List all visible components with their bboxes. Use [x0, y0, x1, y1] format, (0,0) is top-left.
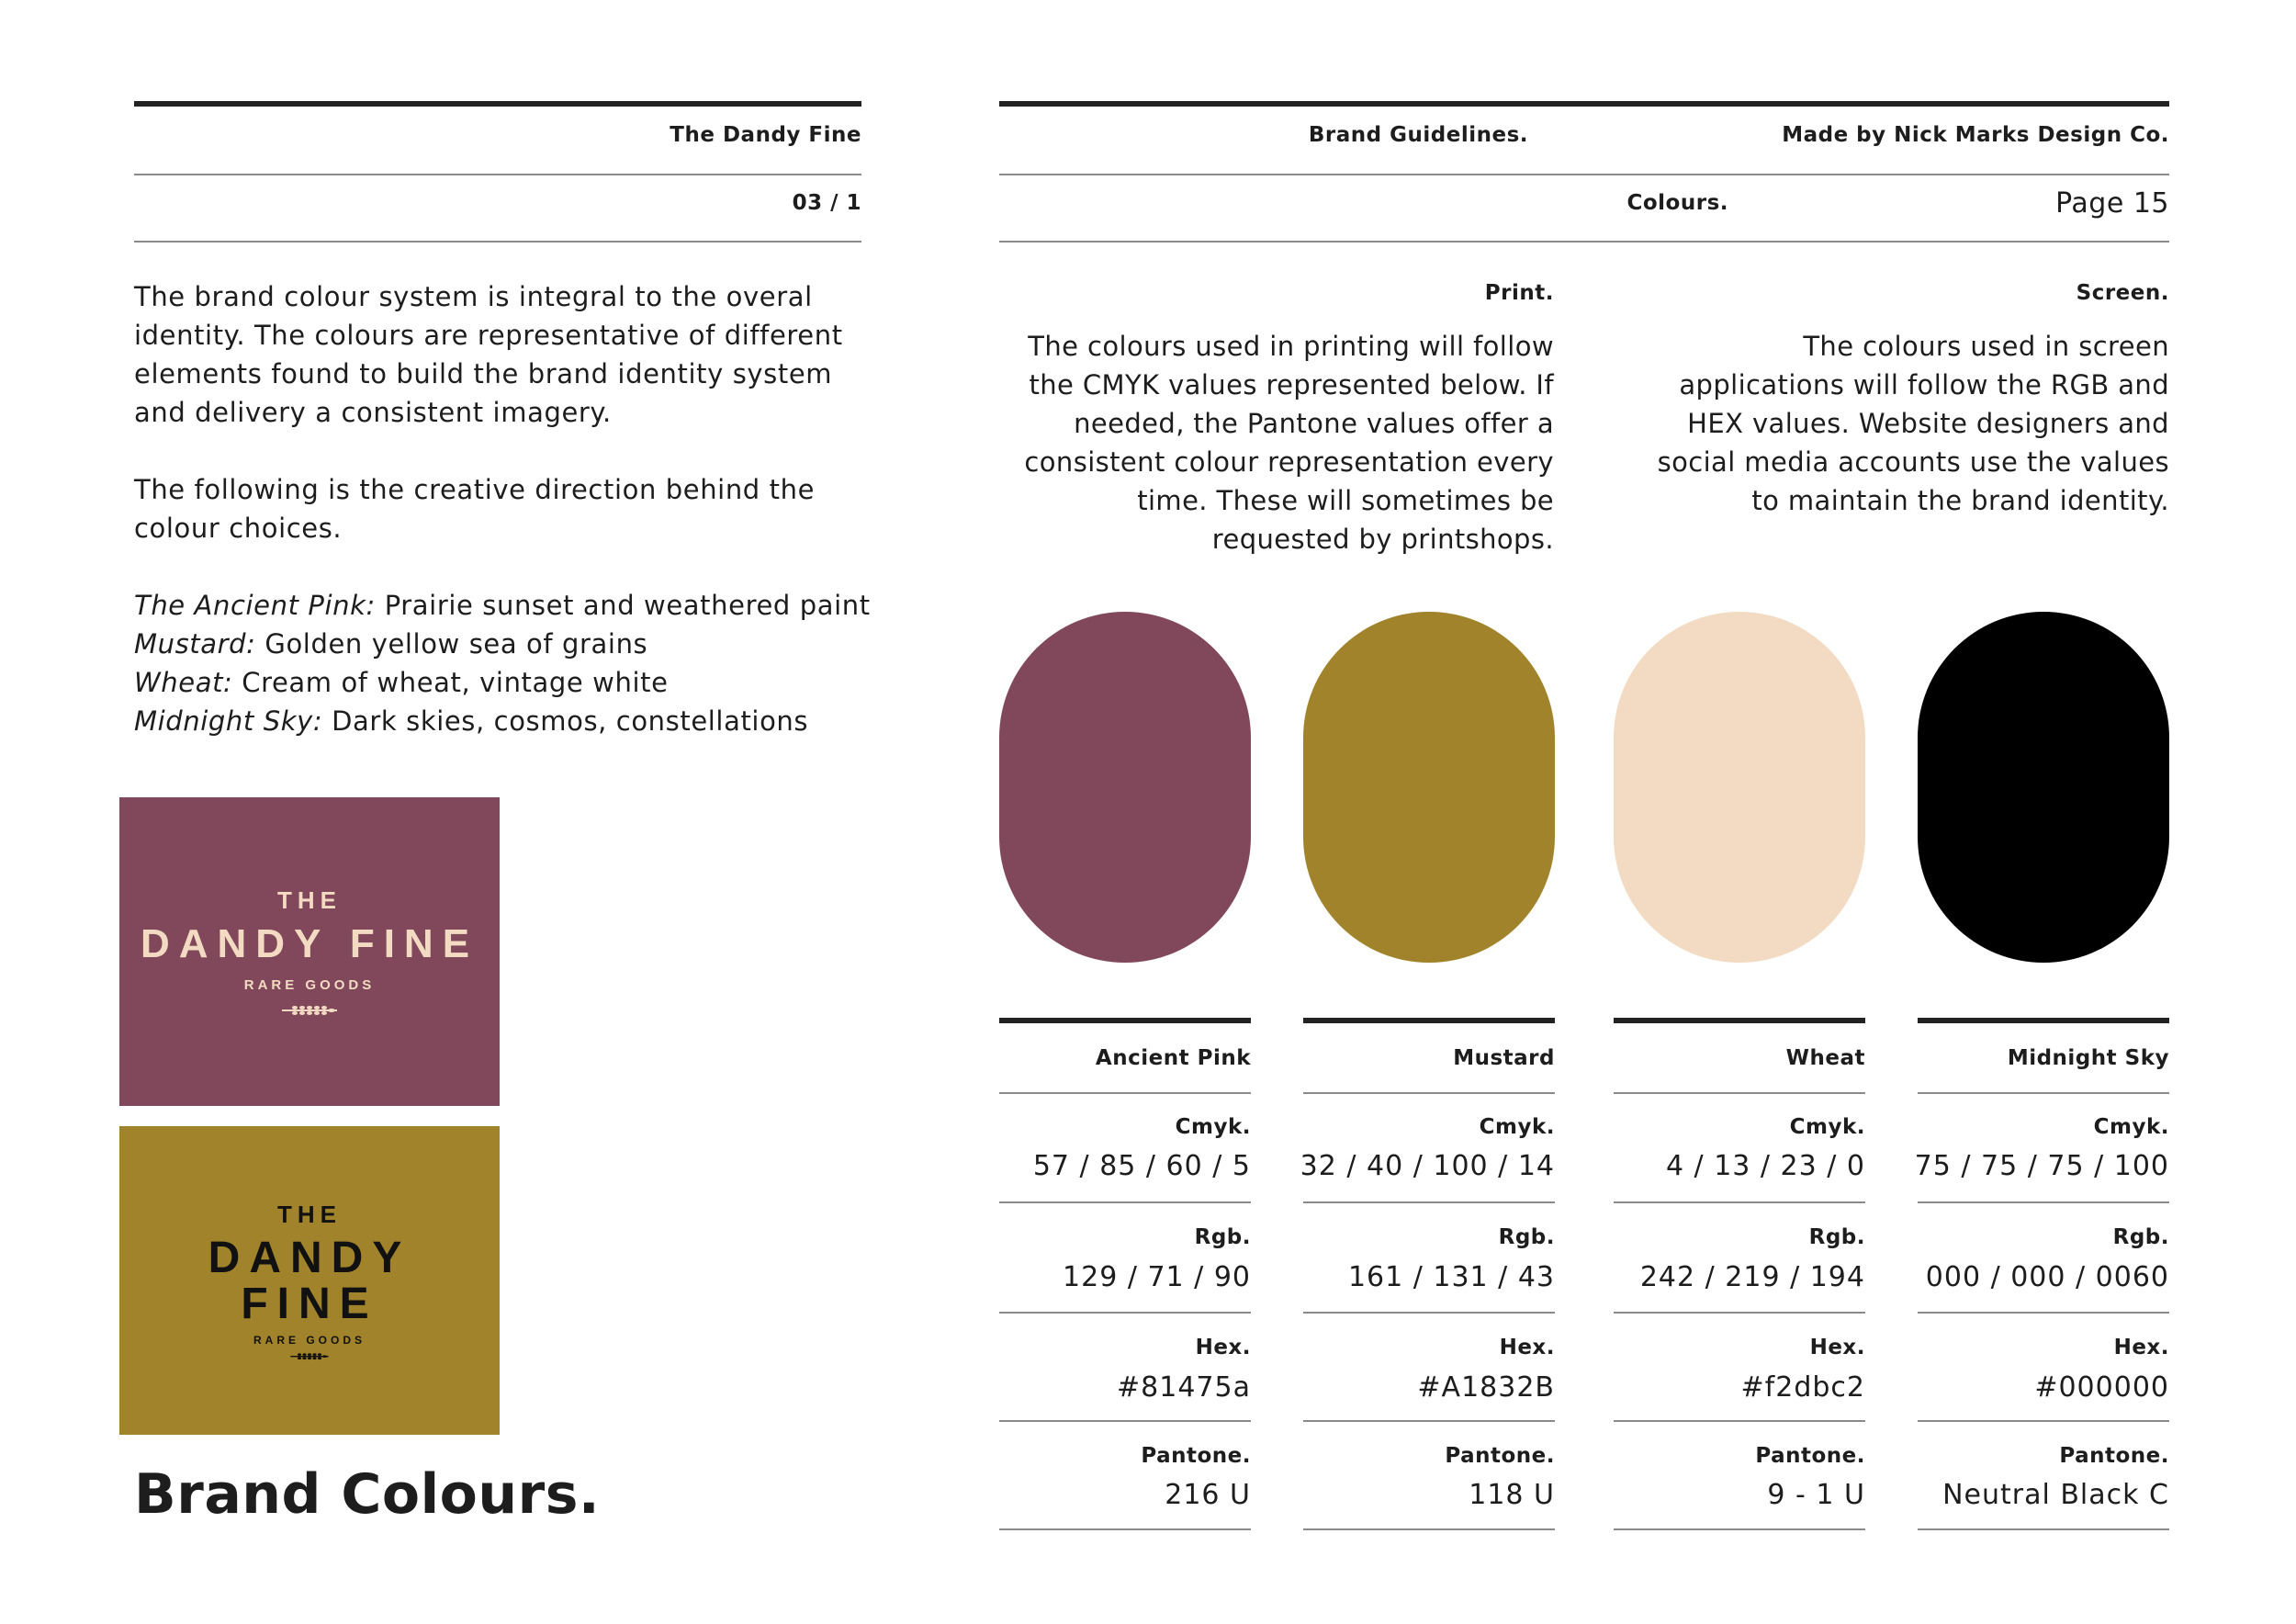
pantone-value: 216 U	[1165, 1479, 1251, 1511]
rgb-label: Rgb.	[1498, 1225, 1555, 1249]
hex-value: #81475a	[1117, 1371, 1251, 1404]
colour-name: Midnight Sky	[2007, 1046, 2169, 1070]
left-header-rule	[134, 101, 861, 107]
spec-divider	[1614, 1092, 1865, 1094]
print-description: The colours used in printing will follow the CMYK values represented below. If needed, the Pantone values offer a consistent colour representation every time. These will sometimes be requested by printshops.	[1024, 331, 1554, 555]
intro-text	[134, 277, 887, 740]
spec-divider	[1303, 1092, 1555, 1094]
rgb-label: Rgb.	[1808, 1225, 1865, 1249]
spec-divider	[1614, 1201, 1865, 1203]
screen-label: Screen.	[2076, 281, 2169, 305]
cmyk-value: 32 / 40 / 100 / 14	[1300, 1150, 1555, 1182]
right-header-divider	[999, 174, 2169, 175]
logo-wordmark: DANDY FINE	[140, 921, 479, 966]
spec-divider	[999, 1201, 1251, 1203]
spec-top-rule	[999, 1018, 1251, 1023]
direction-midnight-sky: Midnight Sky: Dark skies, cosmos, constellations	[134, 705, 809, 737]
section-title: Brand Colours.	[134, 1462, 601, 1527]
hex-label: Hex.	[1195, 1336, 1251, 1359]
colour-name: Ancient Pink	[1095, 1046, 1251, 1070]
direction-wheat: Wheat: Cream of wheat, vintage white	[134, 667, 669, 698]
spec-bottom-rule	[1303, 1528, 1555, 1530]
logo-the: THE	[277, 886, 342, 914]
swatch-ancient-pink	[999, 612, 1251, 963]
logo-tile-mustard	[119, 1126, 500, 1435]
spec-divider	[1614, 1420, 1865, 1422]
screen-description: The colours used in screen applications will follow the RGB and HEX values. Website designers and social media accounts use the values to maintain the brand identity.	[1657, 331, 2169, 516]
hex-value: #f2dbc2	[1740, 1371, 1865, 1404]
logo-wordmark-line-2: FINE	[241, 1279, 378, 1328]
swatch-midnight-sky	[1918, 612, 2169, 963]
pantone-label: Pantone.	[2059, 1444, 2169, 1468]
cmyk-value: 57 / 85 / 60 / 5	[1032, 1150, 1251, 1182]
spec-divider	[999, 1312, 1251, 1314]
spec-bottom-rule	[1918, 1528, 2169, 1530]
hex-label: Hex.	[1499, 1336, 1555, 1359]
spec-divider	[1918, 1092, 2169, 1094]
logo-the: THE	[277, 1200, 342, 1228]
spec-divider	[1918, 1201, 2169, 1203]
spec-divider	[1918, 1420, 2169, 1422]
spec-divider	[1614, 1312, 1865, 1314]
hex-value: #000000	[2034, 1371, 2169, 1404]
logo-wordmark-line-1: DANDY	[208, 1233, 411, 1282]
spec-bottom-rule	[999, 1528, 1251, 1530]
swatch-wheat	[1614, 612, 1865, 963]
spec-divider	[999, 1420, 1251, 1422]
hex-label: Hex.	[1809, 1336, 1865, 1359]
print-label: Print.	[1484, 281, 1554, 305]
cmyk-value: 75 / 75 / 75 / 100	[1914, 1150, 2169, 1182]
rgb-value: 161 / 131 / 43	[1347, 1261, 1555, 1293]
logo-tagline: RARE GOODS	[253, 1333, 366, 1347]
direction-ancient-pink: The Ancient Pink: Prairie sunset and weathered paint	[134, 590, 871, 621]
cmyk-label: Cmyk.	[1789, 1115, 1865, 1139]
designer-credit: Made by Nick Marks Design Co.	[1782, 123, 2169, 147]
spec-divider	[999, 1092, 1251, 1094]
cmyk-label: Cmyk.	[1479, 1115, 1555, 1139]
right-header-rule	[999, 101, 2169, 107]
colour-directions	[134, 586, 887, 740]
brand-name-header: The Dandy Fine	[670, 123, 861, 147]
colour-name: Wheat	[1785, 1046, 1865, 1070]
pantone-label: Pantone.	[1755, 1444, 1865, 1468]
spec-divider	[1303, 1201, 1555, 1203]
guidelines-header: Brand Guidelines.	[1308, 123, 1528, 147]
pantone-label: Pantone.	[1445, 1444, 1555, 1468]
spec-divider	[1303, 1420, 1555, 1422]
intro-paragraph-2: The following is the creative direction behind the colour choices.	[134, 474, 816, 544]
spec-top-rule	[1918, 1018, 2169, 1023]
page-reference: 03 / 1	[792, 191, 861, 215]
spec-divider	[1303, 1312, 1555, 1314]
rgb-value: 129 / 71 / 90	[1063, 1261, 1251, 1293]
wheat-icon	[280, 1002, 339, 1017]
cmyk-value: 4 / 13 / 23 / 0	[1665, 1150, 1865, 1182]
colour-name: Mustard	[1453, 1046, 1555, 1070]
pantone-label: Pantone.	[1141, 1444, 1251, 1468]
cmyk-label: Cmyk.	[1175, 1115, 1251, 1139]
right-subheader-divider	[999, 241, 2169, 242]
hex-label: Hex.	[2113, 1336, 2169, 1359]
section-label: Colours.	[1626, 191, 1728, 215]
intro-paragraph-1: The brand colour system is integral to the overal identity. The colours are representative of different elements found to build the brand identity system and delivery a consistent imagery.	[134, 281, 843, 428]
spec-top-rule	[1303, 1018, 1555, 1023]
logo-tagline: RARE GOODS	[243, 977, 376, 993]
spec-top-rule	[1614, 1018, 1865, 1023]
cmyk-label: Cmyk.	[2093, 1115, 2169, 1139]
hex-value: #A1832B	[1417, 1371, 1555, 1404]
direction-mustard: Mustard: Golden yellow sea of grains	[134, 628, 648, 660]
page-number: Page 15	[2055, 187, 2169, 220]
left-header-divider	[134, 174, 861, 175]
rgb-label: Rgb.	[1194, 1225, 1251, 1249]
spec-bottom-rule	[1614, 1528, 1865, 1530]
pantone-value: Neutral Black C	[1942, 1479, 2169, 1511]
rgb-value: 000 / 000 / 0060	[1925, 1261, 2169, 1293]
pantone-value: 118 U	[1469, 1479, 1555, 1511]
rgb-value: 242 / 219 / 194	[1639, 1261, 1865, 1293]
pantone-value: 9 - 1 U	[1767, 1479, 1865, 1511]
left-subheader-divider	[134, 241, 861, 242]
swatch-mustard	[1303, 612, 1555, 963]
rgb-label: Rgb.	[2112, 1225, 2169, 1249]
wheat-icon	[289, 1350, 330, 1361]
logo-tile-pink	[119, 797, 500, 1106]
spec-divider	[1918, 1312, 2169, 1314]
